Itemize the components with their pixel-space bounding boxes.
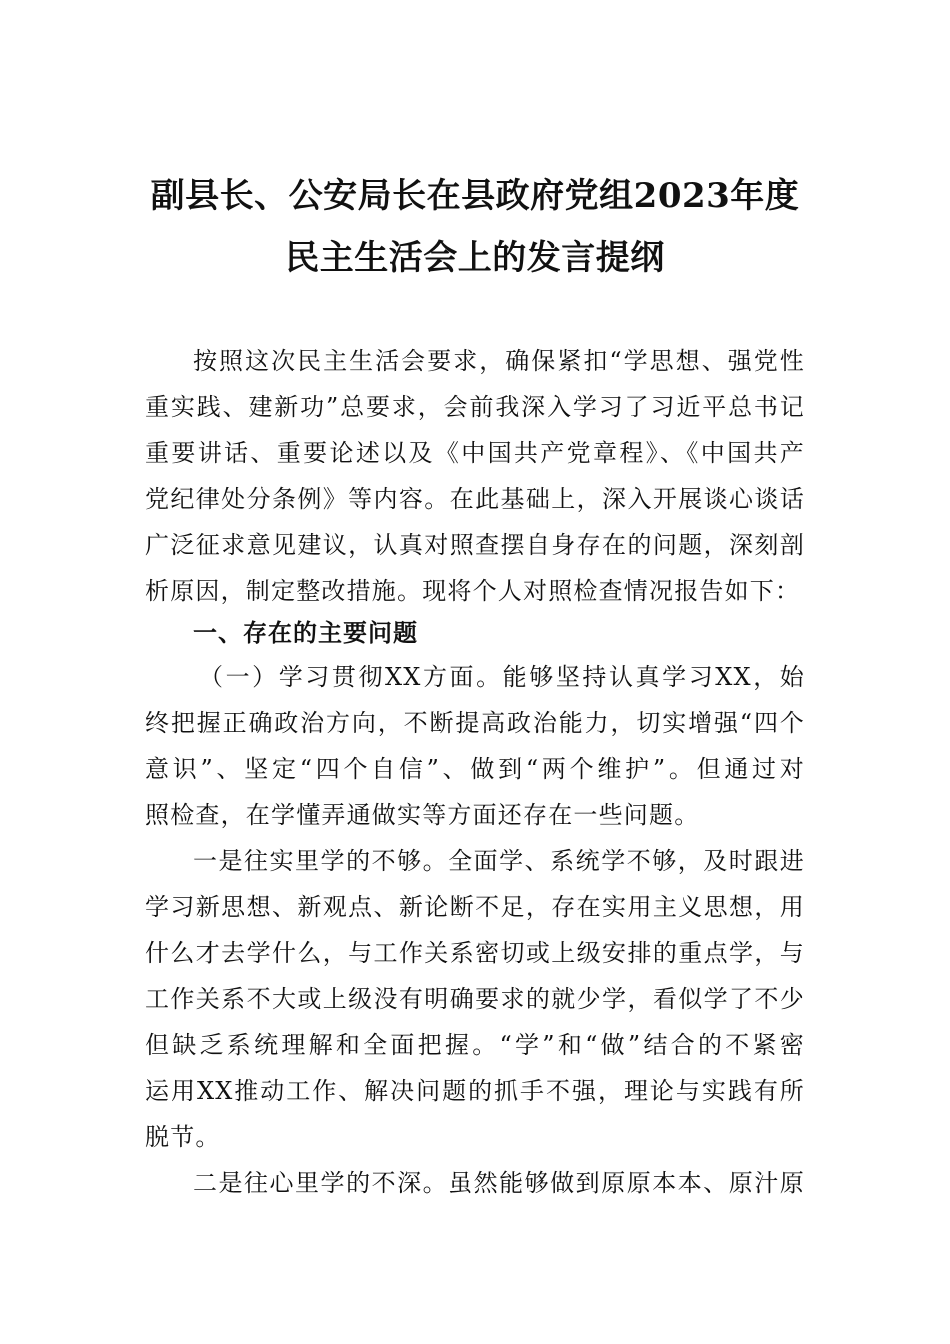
point-paragraph-line: 一是往实里学的不够。全面学、系统学不够，及时跟进: [193, 847, 805, 875]
subsection-paragraph-line: 终把握正确政治方向，不断提高政治能力，切实增强“四个: [145, 709, 805, 737]
point-paragraph-line: 工作关系不大或上级没有明确要求的就少学，看似学了不少: [145, 985, 805, 1013]
document-title-line-2: 民主生活会上的发言提纲: [285, 238, 665, 278]
intro-paragraph-line: 按照这次民主生活会要求，确保紧扣“学思想、强党性: [193, 347, 805, 375]
subsection-paragraph-line: 照检查，在学懂弄通做实等方面还存在一些问题。: [145, 801, 700, 829]
document-title-line-1: 副县长、公安局长在县政府党组2023年度: [150, 176, 800, 216]
point-paragraph-line: 运用XX推动工作、解决问题的抓手不强，理论与实践有所: [145, 1077, 805, 1105]
intro-paragraph-line: 广泛征求意见建议，认真对照查摆自身存在的问题，深刻剖: [145, 531, 805, 559]
point-paragraph-line: 学习新思想、新观点、新论断不足，存在实用主义思想，用: [145, 893, 805, 921]
intro-paragraph-line: 重实践、建新功”总要求，会前我深入学习了习近平总书记: [145, 393, 805, 421]
point-paragraph-line: 二是往心里学的不深。虽然能够做到原原本本、原汁原: [193, 1169, 805, 1197]
subsection-paragraph-line: 意识”、坚定“四个自信”、做到“两个维护”。但通过对: [145, 755, 805, 783]
intro-paragraph-line: 党纪律处分条例》等内容。在此基础上，深入开展谈心谈话: [145, 485, 805, 513]
point-paragraph-line: 什么才去学什么，与工作关系密切或上级安排的重点学，与: [145, 939, 805, 967]
intro-paragraph-line: 析原因，制定整改措施。现将个人对照检查情况报告如下：: [145, 577, 801, 605]
intro-paragraph-line: 重要讲话、重要论述以及《中国共产党章程》、《中国共产: [145, 439, 805, 467]
point-paragraph-line: 脱节。: [145, 1123, 221, 1151]
subsection-paragraph-line: （一）学习贯彻XX方面。能够坚持认真学习XX，始: [199, 663, 805, 691]
point-paragraph-line: 但缺乏系统理解和全面把握。“学”和“做”结合的不紧密: [145, 1031, 805, 1059]
section-heading: 一、存在的主要问题: [193, 619, 418, 647]
